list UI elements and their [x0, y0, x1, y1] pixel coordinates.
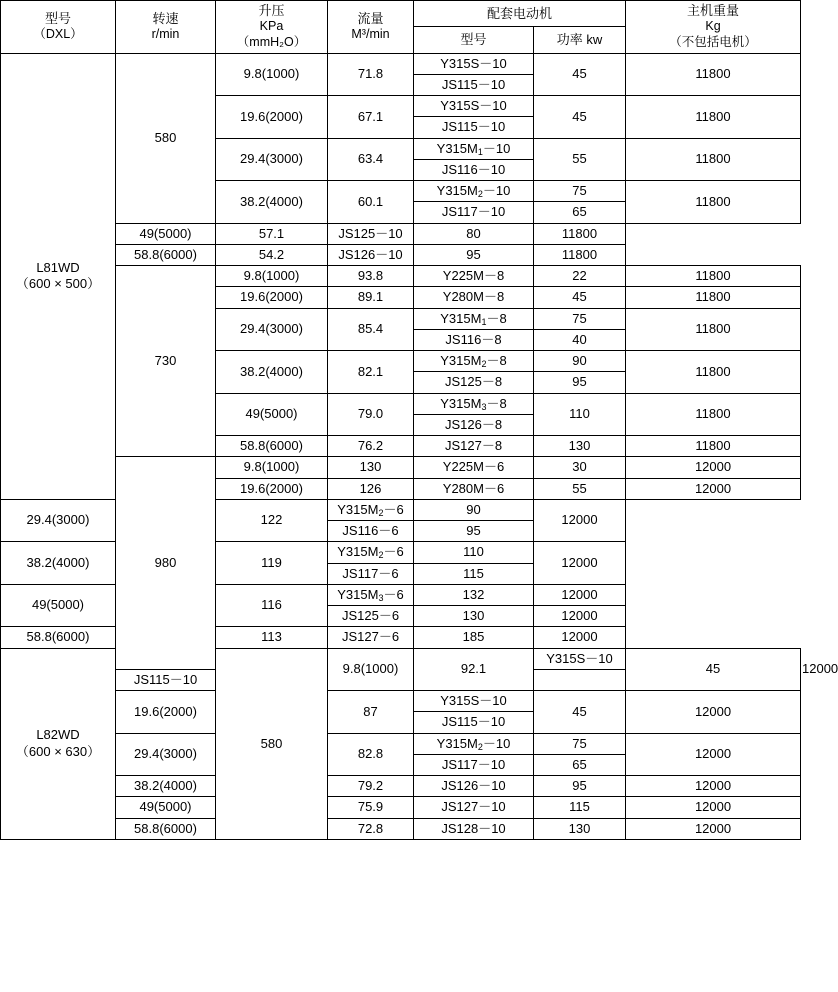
- header-speed-line2: r/min: [151, 27, 180, 42]
- cell-pressure: 19.6(2000): [216, 96, 328, 139]
- cell-motor-power: 75: [534, 733, 626, 754]
- cell-motor-power: 95: [534, 372, 626, 393]
- cell-flow: 82.8: [328, 733, 414, 776]
- cell-weight: 12000: [626, 733, 801, 776]
- cell-weight: 12000: [534, 542, 626, 585]
- cell-model: L81WD （600 × 500）: [1, 53, 116, 499]
- cell-pressure: 58.8(6000): [1, 627, 116, 648]
- cell-flow: 130: [328, 457, 414, 478]
- cell-motor-model: JS127－6: [328, 627, 414, 648]
- cell-motor-model: JS127－8: [414, 436, 534, 457]
- cell-pressure: 19.6(2000): [116, 691, 216, 734]
- cell-motor-power: 110: [414, 542, 534, 563]
- cell-weight: 12000: [626, 457, 801, 478]
- cell-flow: 92.1: [414, 648, 534, 691]
- cell-motor-power: 45: [534, 96, 626, 139]
- table-row: [1, 244, 801, 265]
- cell-motor-model: $Y315M_2-10$: [414, 733, 534, 754]
- cell-pressure: 38.2(4000): [1, 542, 116, 585]
- table-body: [1, 53, 838, 839]
- cell-motor-model: JS117－10: [414, 202, 534, 223]
- cell-pressure: 58.8(6000): [216, 436, 328, 457]
- cell-pressure: 58.8(6000): [116, 818, 216, 839]
- cell-motor-model: $Y315M_2-8$: [414, 351, 534, 372]
- header-speed: [116, 1, 216, 54]
- cell-motor-power: 40: [534, 329, 626, 350]
- cell-weight: 12000: [534, 584, 626, 605]
- cell-motor-power: 90: [414, 499, 534, 520]
- cell-flow: 72.8: [328, 818, 414, 839]
- table-row: [1, 733, 801, 754]
- cell-motor-power: 130: [534, 436, 626, 457]
- cell-motor-power: 132: [414, 584, 534, 605]
- header-model: [1, 1, 116, 54]
- table-row: L82WD （600 × 630） 580 9.8(1000) 92.1 Y315S－10 45 12000: [1, 648, 801, 669]
- cell-pressure: 29.4(3000): [216, 308, 328, 351]
- cell-motor-model: JS125－6: [328, 606, 414, 627]
- cell-weight: 12000: [626, 818, 801, 839]
- cell-flow: 57.1: [216, 223, 328, 244]
- cell-motor-power: 65: [534, 202, 626, 223]
- cell-motor-model: JS128－10: [414, 818, 534, 839]
- cell-motor-power: 130: [534, 818, 626, 839]
- cell-flow: 82.1: [328, 351, 414, 394]
- cell-pressure: 49(5000): [116, 797, 216, 818]
- cell-flow: 71.8: [328, 53, 414, 96]
- cell-weight: 11800: [626, 308, 801, 351]
- cell-motor-model: Y315S－10: [534, 648, 626, 669]
- cell-weight: 11800: [534, 244, 626, 265]
- cell-motor-model: JS126－8: [414, 414, 534, 435]
- table-row: [1, 266, 801, 287]
- cell-motor-power: 45: [534, 691, 626, 734]
- cell-flow: 75.9: [328, 797, 414, 818]
- cell-motor-power: 115: [534, 797, 626, 818]
- table-row: [1, 691, 801, 712]
- cell-pressure: 29.4(3000): [216, 138, 328, 181]
- cell-weight: 11800: [626, 96, 801, 139]
- cell-motor-power: 30: [534, 457, 626, 478]
- cell-motor-model: JS126－10: [328, 244, 414, 265]
- cell-motor-model: JS125－8: [414, 372, 534, 393]
- cell-motor-model: $Y315M_1-8$: [414, 308, 534, 329]
- cell-weight: 12000: [626, 691, 801, 734]
- cell-speed: 580: [216, 648, 328, 839]
- header-pressure-line2: KPa: [259, 19, 284, 34]
- cell-motor-model: JS117－10: [414, 754, 534, 775]
- cell-motor-model: JS116－10: [414, 159, 534, 180]
- cell-weight: 12000: [626, 776, 801, 797]
- cell-weight: 11800: [626, 351, 801, 394]
- cell-flow: 119: [216, 542, 328, 585]
- table-row: [1, 457, 801, 478]
- header-row-1: [1, 1, 801, 27]
- cell-motor-power: 45: [534, 53, 626, 96]
- cell-flow: 113: [216, 627, 328, 648]
- cell-model: L82WD （600 × 630）: [1, 648, 116, 839]
- cell-weight: 12000: [534, 606, 626, 627]
- cell-motor-power: 75: [534, 181, 626, 202]
- cell-motor-model: Y280M－8: [414, 287, 534, 308]
- cell-motor-power: 185: [414, 627, 534, 648]
- cell-flow: 54.2: [216, 244, 328, 265]
- cell-motor-power: 45: [626, 648, 801, 691]
- cell-motor-model: JS115－10: [116, 669, 216, 690]
- cell-motor-power: 130: [414, 606, 534, 627]
- cell-pressure: 19.6(2000): [216, 478, 328, 499]
- cell-flow: 126: [328, 478, 414, 499]
- cell-motor-power: 115: [414, 563, 534, 584]
- cell-weight: 12000: [626, 478, 801, 499]
- cell-motor-power: 95: [414, 521, 534, 542]
- cell-motor-model: JS125－10: [328, 223, 414, 244]
- cell-speed: 580: [116, 53, 216, 223]
- header-pressure: [216, 1, 328, 54]
- cell-motor-model: Y315S－10: [414, 691, 534, 712]
- cell-motor-model: JS116－8: [414, 329, 534, 350]
- cell-motor-model: Y225M－6: [414, 457, 534, 478]
- table-row: [1, 223, 801, 244]
- cell-pressure: 49(5000): [216, 393, 328, 436]
- cell-flow: 79.2: [328, 776, 414, 797]
- cell-flow: 93.8: [328, 266, 414, 287]
- cell-pressure: 19.6(2000): [216, 287, 328, 308]
- cell-weight: 12000: [534, 627, 626, 648]
- cell-flow: 79.0: [328, 393, 414, 436]
- cell-motor-model: JS117－6: [328, 563, 414, 584]
- header-flow: [328, 1, 414, 54]
- cell-pressure: 38.2(4000): [216, 351, 328, 394]
- table-row: [1, 53, 801, 74]
- cell-motor-model: $Y315M_2-6$: [328, 499, 414, 520]
- header-weight-line1: 主机重量: [687, 3, 740, 18]
- cell-pressure: 49(5000): [1, 584, 116, 627]
- cell-flow: 67.1: [328, 96, 414, 139]
- cell-pressure: 9.8(1000): [216, 457, 328, 478]
- header-flow-line2: M³/min: [351, 27, 390, 42]
- cell-motor-model: $Y315M_3-6$: [328, 584, 414, 605]
- cell-motor-model: JS116－6: [328, 521, 414, 542]
- header-weight-line3: （不包括电机）: [669, 34, 757, 49]
- cell-weight: 11800: [534, 223, 626, 244]
- cell-motor-power: 110: [534, 393, 626, 436]
- cell-motor-power: 95: [534, 776, 626, 797]
- cell-motor-model: Y315S－10: [414, 96, 534, 117]
- cell-motor-model: JS115－10: [414, 117, 534, 138]
- cell-weight: 12000: [626, 797, 801, 818]
- header-model-line1: 型号: [44, 10, 71, 26]
- header-motor-model: 型号: [414, 27, 534, 53]
- cell-motor-model: JS115－10: [414, 74, 534, 95]
- cell-motor-power: 80: [414, 223, 534, 244]
- header-speed-line1: 转速: [152, 10, 179, 26]
- cell-pressure: 9.8(1000): [328, 648, 414, 691]
- cell-weight: 11800: [626, 287, 801, 308]
- cell-weight: 11800: [626, 138, 801, 181]
- cell-flow: 60.1: [328, 181, 414, 224]
- table-row: [1, 776, 801, 797]
- cell-motor-model: $Y315M_3-8$: [414, 393, 534, 414]
- cell-pressure: 38.2(4000): [116, 776, 216, 797]
- cell-motor-power: 45: [534, 287, 626, 308]
- table-row: [1, 797, 801, 818]
- cell-motor-model: Y225M－8: [414, 266, 534, 287]
- cell-flow: 63.4: [328, 138, 414, 181]
- cell-motor-power: 65: [534, 754, 626, 775]
- cell-weight: 11800: [626, 53, 801, 96]
- cell-motor-model: $Y315M_2-10$: [414, 181, 534, 202]
- cell-motor-model: Y280M－6: [414, 478, 534, 499]
- cell-pressure: 9.8(1000): [216, 53, 328, 96]
- cell-motor-power: 90: [534, 351, 626, 372]
- cell-motor-power: 55: [534, 478, 626, 499]
- cell-flow: 85.4: [328, 308, 414, 351]
- cell-motor-model: $Y315M_2-6$: [328, 542, 414, 563]
- cell-motor-model: JS127－10: [414, 797, 534, 818]
- header-pressure-line3: （mmH₂O）: [236, 34, 307, 49]
- table-row: [1, 818, 801, 839]
- cell-motor-model: Y315S－10: [414, 53, 534, 74]
- cell-flow: 122: [216, 499, 328, 542]
- header-pressure-line1: 升压: [258, 3, 285, 18]
- cell-weight: 11800: [626, 266, 801, 287]
- cell-flow: 89.1: [328, 287, 414, 308]
- cell-motor-model: JS126－10: [414, 776, 534, 797]
- cell-pressure: 29.4(3000): [1, 499, 116, 542]
- cell-motor-model: $Y315M_1-10$: [414, 138, 534, 159]
- cell-flow: 116: [216, 584, 328, 627]
- table-header: [1, 1, 801, 54]
- header-weight-line2: Kg: [705, 19, 721, 34]
- cell-motor-power: 75: [534, 308, 626, 329]
- cell-motor-power: 55: [534, 138, 626, 181]
- cell-weight: 11800: [626, 436, 801, 457]
- cell-weight: 11800: [626, 181, 801, 224]
- cell-weight: 12000: [534, 499, 626, 542]
- cell-motor-model: JS115－10: [414, 712, 534, 733]
- cell-flow: 76.2: [328, 436, 414, 457]
- cell-pressure: 9.8(1000): [216, 266, 328, 287]
- header-weight: [626, 1, 801, 54]
- cell-speed: 730: [116, 266, 216, 457]
- header-flow-line1: 流量: [357, 10, 384, 26]
- cell-pressure: 58.8(6000): [116, 244, 216, 265]
- cell-motor-power: 22: [534, 266, 626, 287]
- header-model-line2: （DXL）: [33, 27, 83, 42]
- cell-pressure: 29.4(3000): [116, 733, 216, 776]
- cell-speed: 980: [116, 457, 216, 670]
- cell-pressure: 49(5000): [116, 223, 216, 244]
- cell-flow: 87: [328, 691, 414, 734]
- header-motor-group: 配套电动机: [414, 1, 626, 27]
- header-motor-power: 功率 kw: [534, 27, 626, 53]
- cell-motor-power: 95: [414, 244, 534, 265]
- cell-pressure: 38.2(4000): [216, 181, 328, 224]
- cell-weight: 11800: [626, 393, 801, 436]
